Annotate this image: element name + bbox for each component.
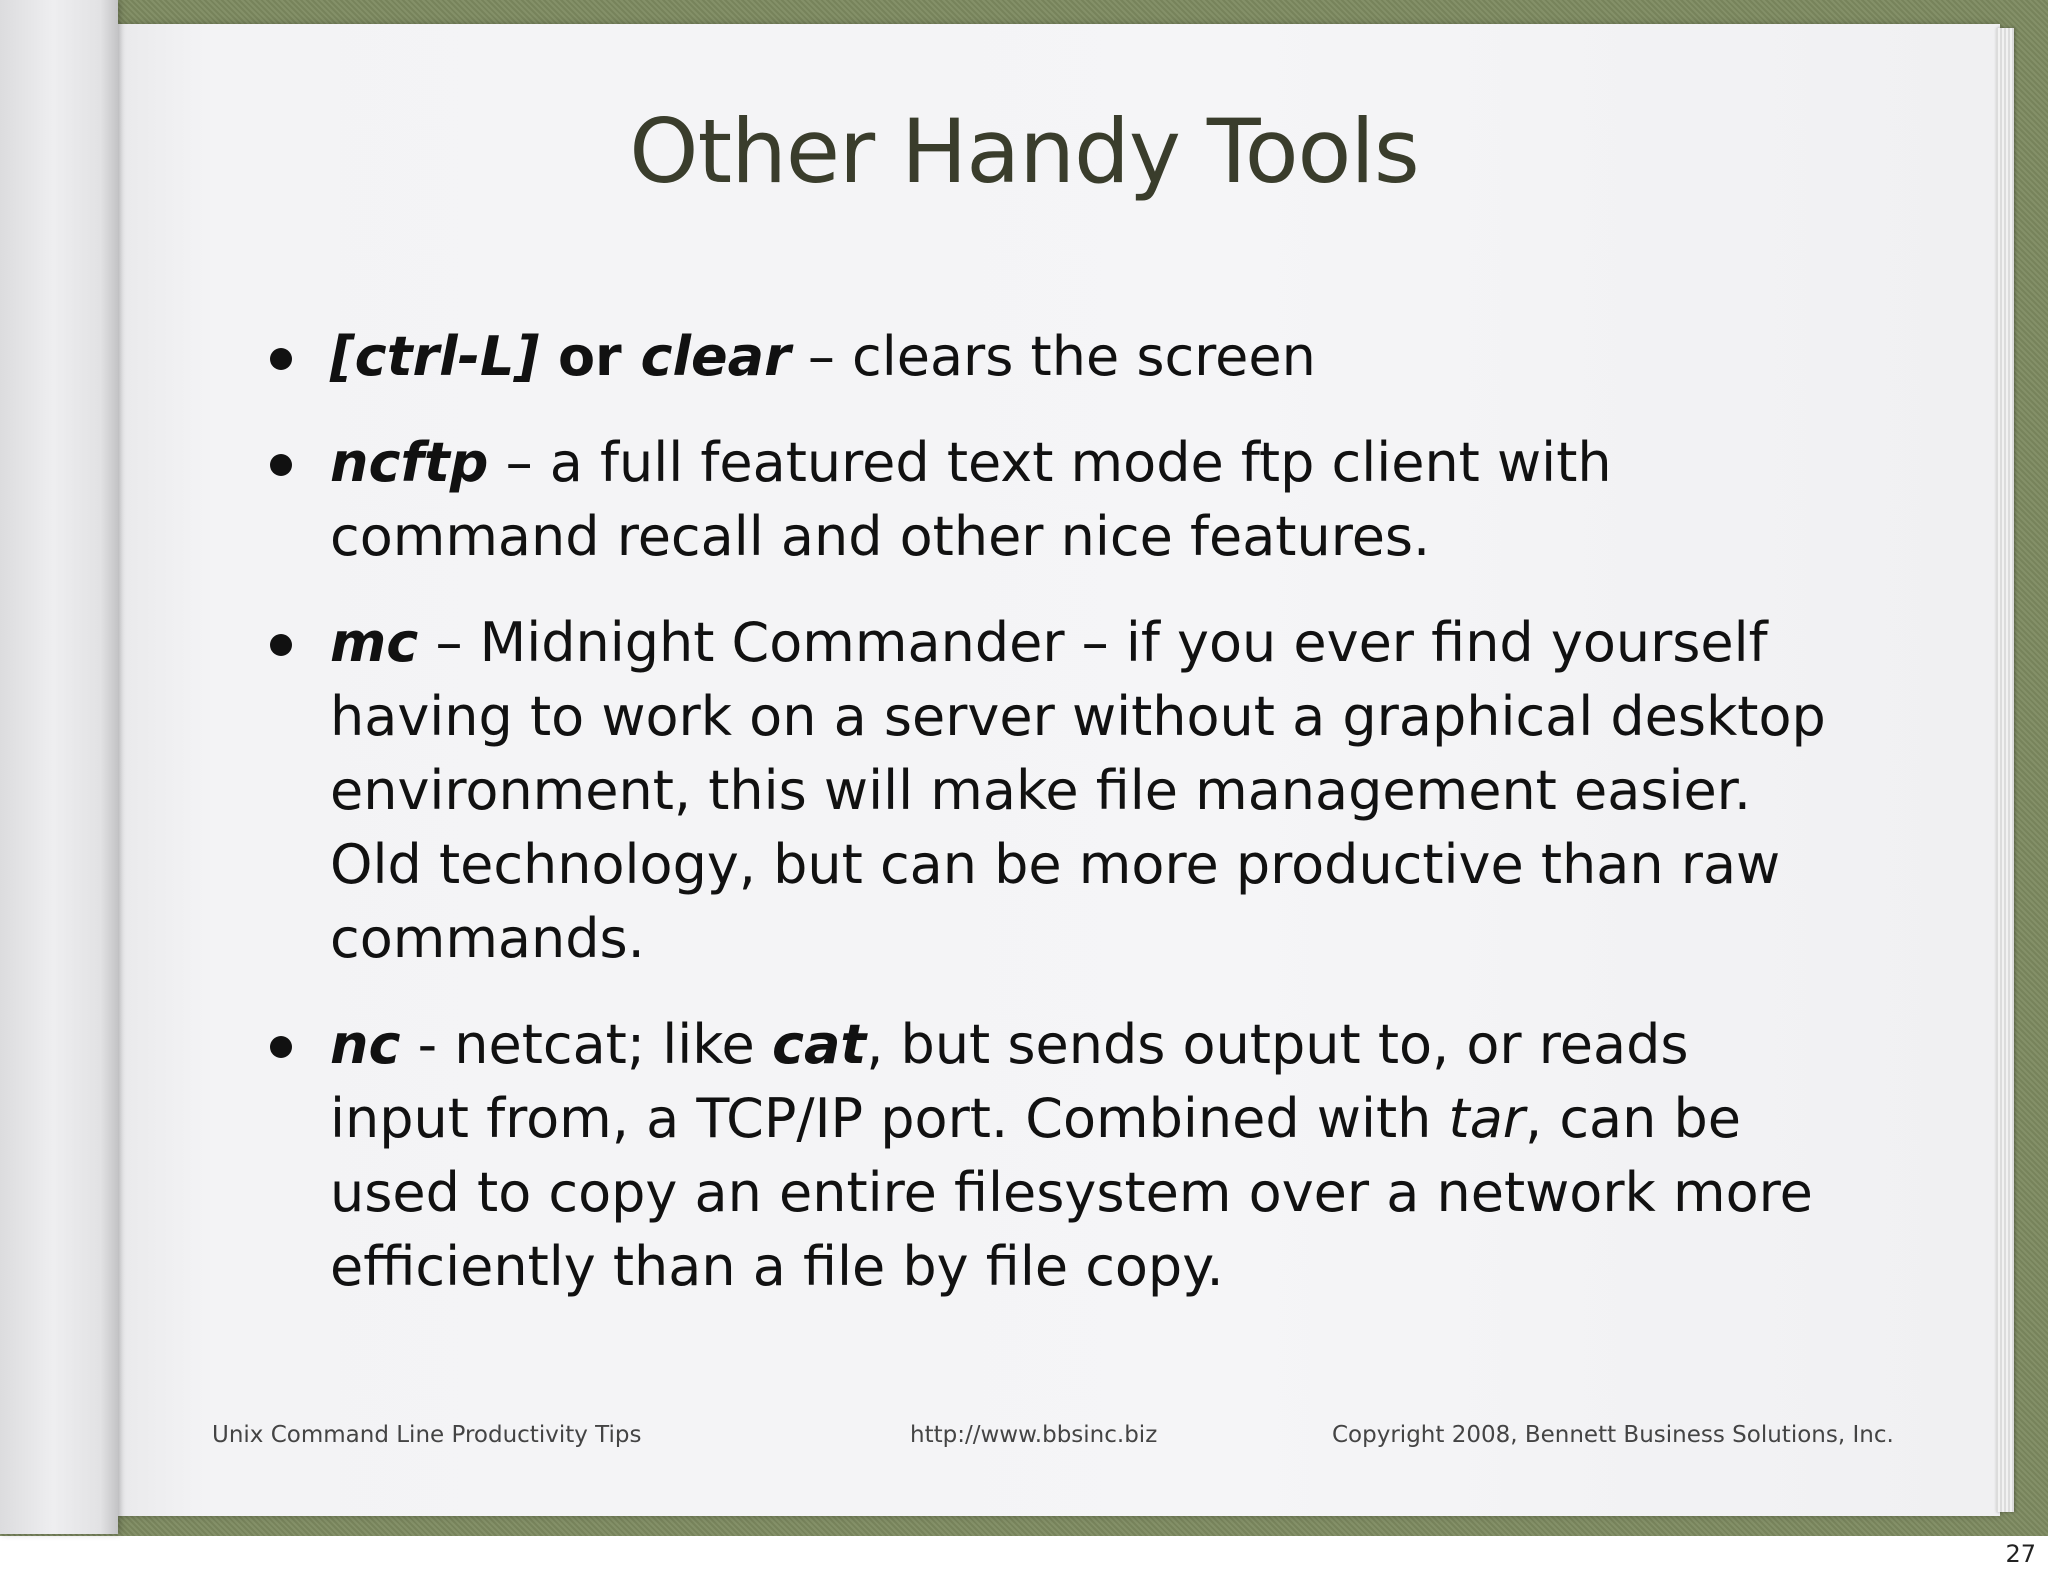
bullet-dot-icon <box>270 454 292 476</box>
page-edges <box>1996 28 2014 1512</box>
bullet-text-segment: – Midnight Commander – if you ever find yourself having to work on a server without a graphical desktop environment, this will make file management easier. Old technology, but can be more productive than raw commands. <box>330 611 1826 970</box>
bullet-item <box>270 320 1830 394</box>
bullet-dot-icon <box>270 348 292 370</box>
bullet-text-segment: cat <box>771 1013 867 1076</box>
bullet-text-segment: mc <box>330 611 419 674</box>
bullet-item <box>270 606 1830 976</box>
bullet-list <box>270 320 1830 1336</box>
bullet-dot-icon <box>270 634 292 656</box>
bullet-text-segment: tar <box>1448 1087 1525 1150</box>
slide-title: Other Handy Tools <box>629 100 1419 203</box>
left-page-curl <box>0 0 118 1534</box>
bullet-text-segment: ncftp <box>330 431 489 494</box>
footer-left: Unix Command Line Productivity Tips <box>212 1422 642 1448</box>
footer-right: Copyright 2008, Bennett Business Solutions, Inc. <box>1332 1422 1894 1448</box>
page-number: 27 <box>2005 1540 2036 1568</box>
bullet-text-segment: – clears the screen <box>790 325 1316 388</box>
bullet-text-segment: or <box>539 325 641 388</box>
bullet-item <box>270 1008 1830 1304</box>
bullet-text-segment: [ctrl-L] <box>330 325 540 388</box>
bullet-text-segment: nc <box>330 1013 401 1076</box>
bullet-text-segment: clear <box>640 325 791 388</box>
bullet-item <box>270 426 1830 574</box>
bullet-text-segment: , but sends output to, or reads input from, a TCP/IP port. Combined with <box>330 1013 1689 1150</box>
bullet-text-segment: - netcat; like <box>400 1013 772 1076</box>
bullet-text-segment: , can be used to copy an entire filesystem over a network more efficiently than a file by file copy. <box>330 1087 1813 1298</box>
bullet-text-segment: – a full featured text mode ftp client with command recall and other nice features. <box>330 431 1612 568</box>
footer-center: http://www.bbsinc.biz <box>910 1422 1158 1448</box>
bullet-dot-icon <box>270 1036 292 1058</box>
